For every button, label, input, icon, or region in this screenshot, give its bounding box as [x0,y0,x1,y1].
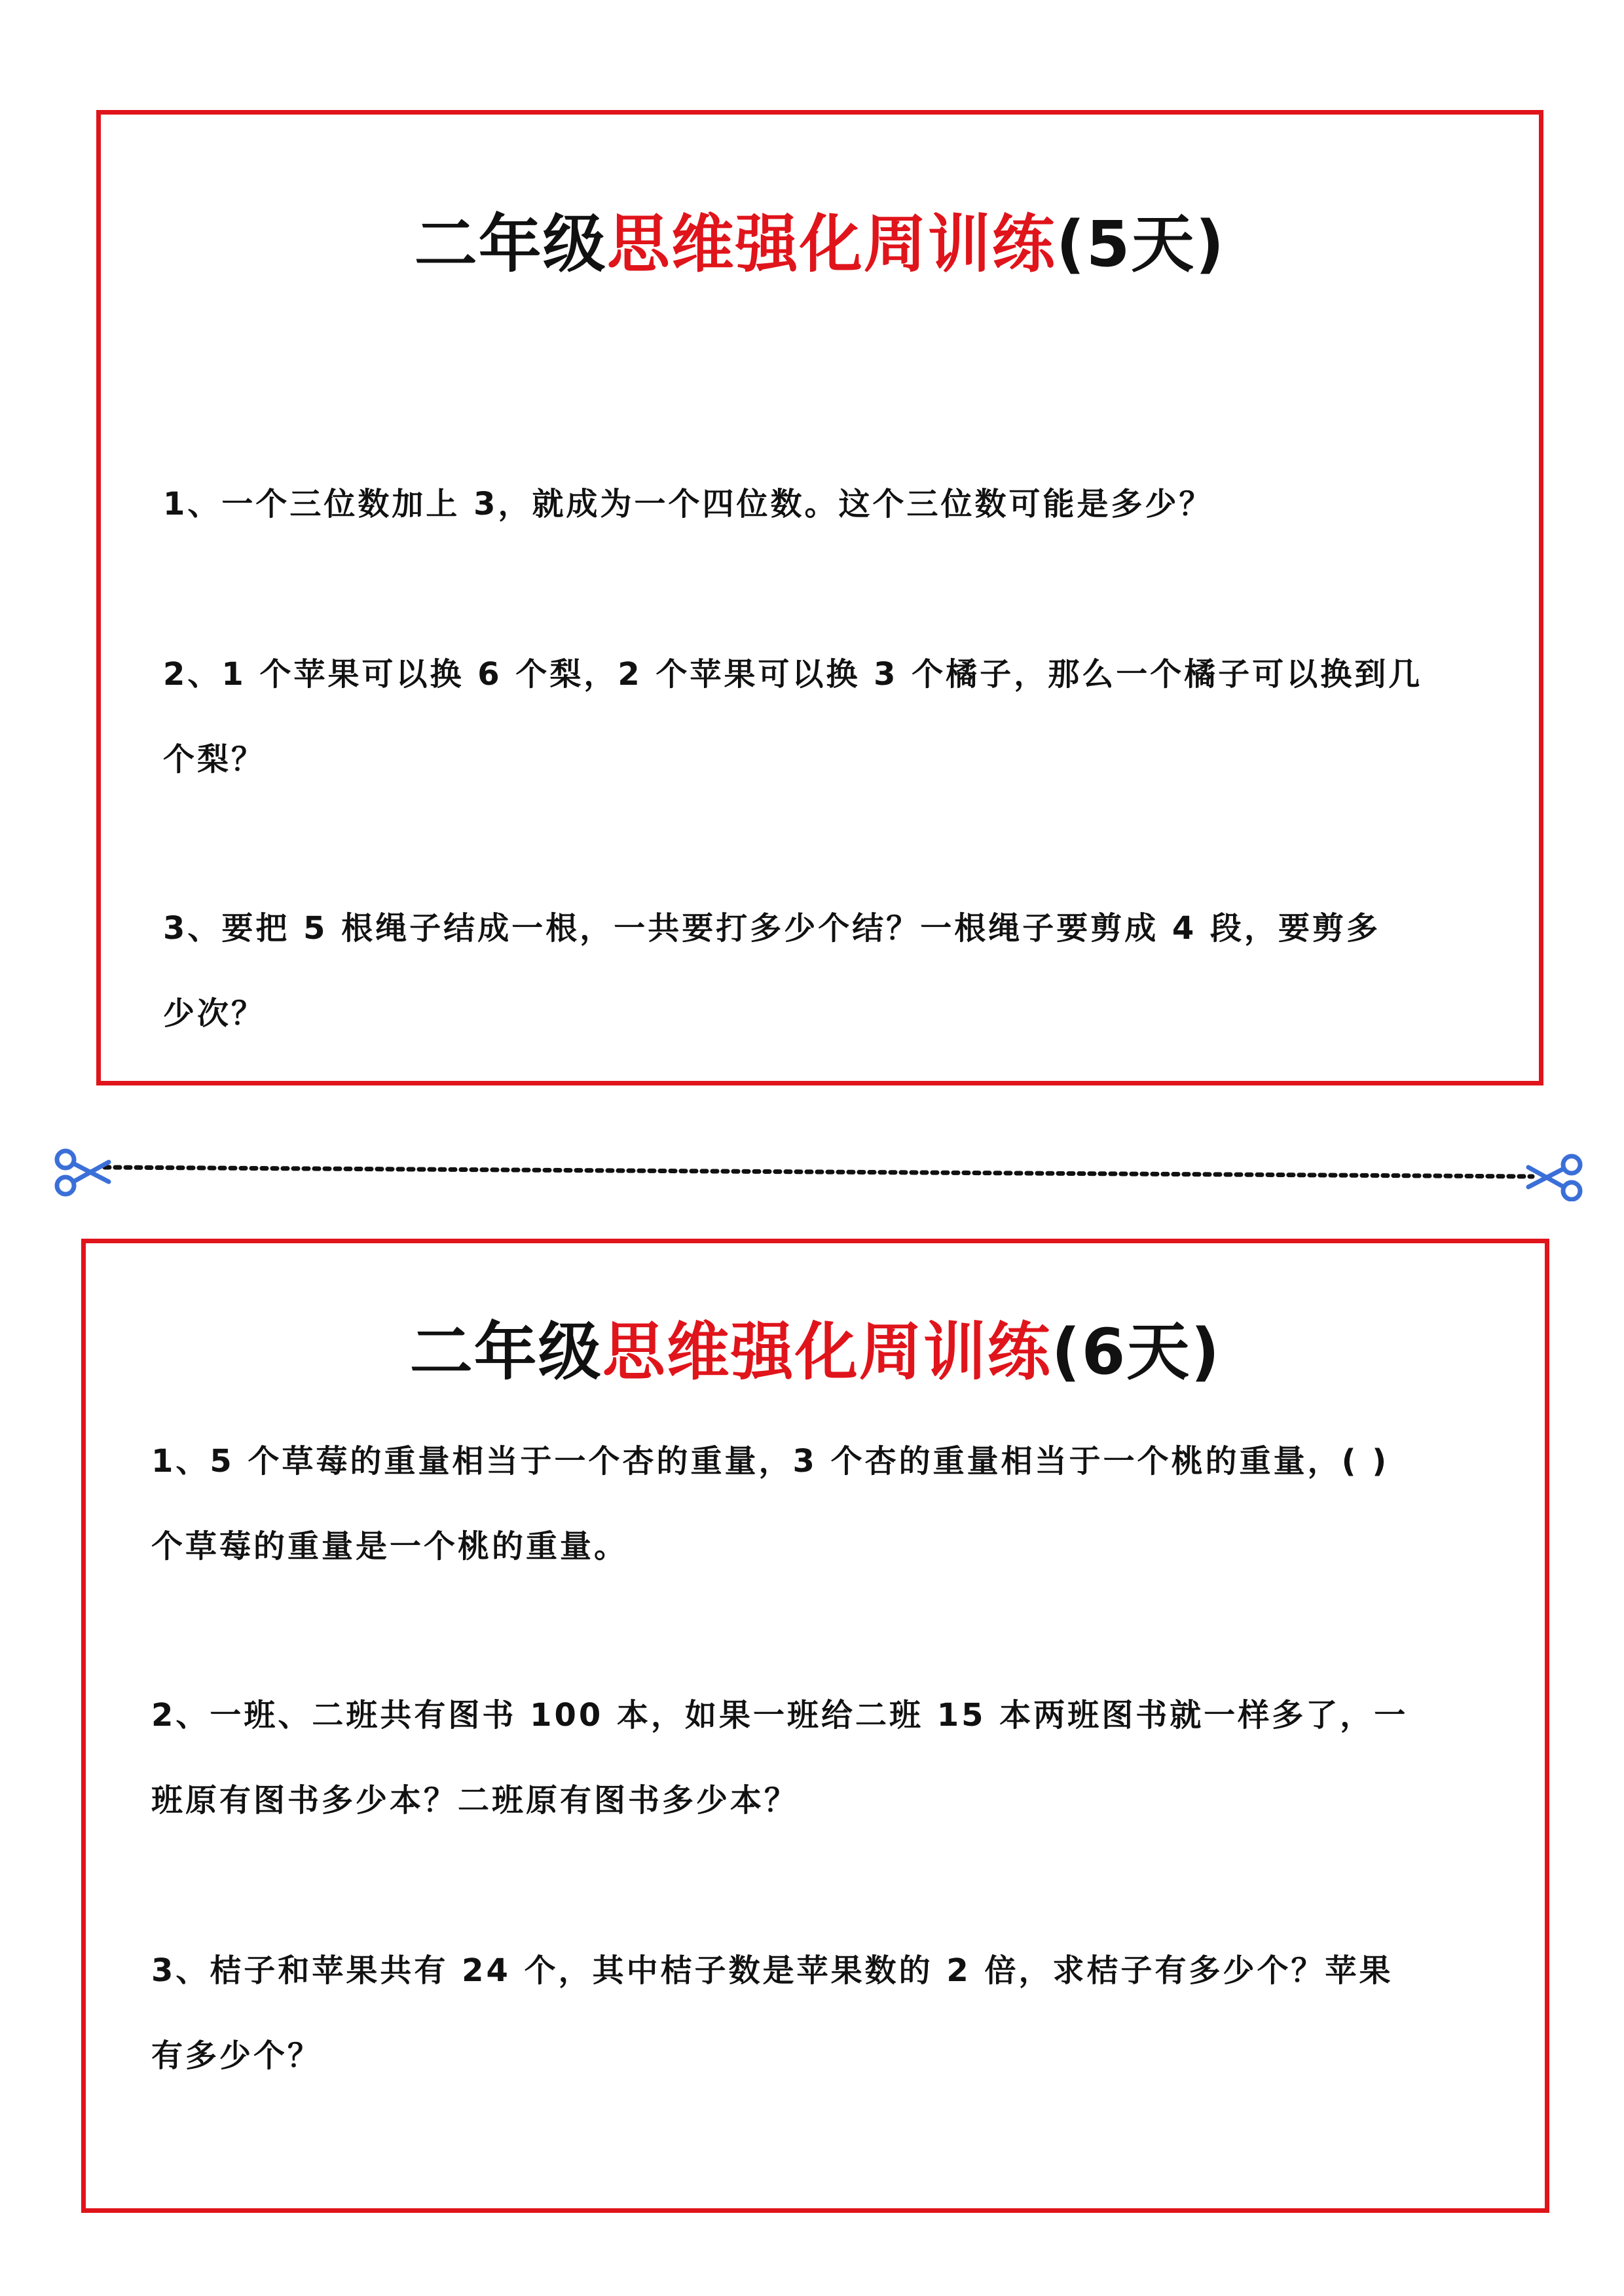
question-line: 3、要把 5 根绳子结成一根，一共要打多少个结？一根绳子要剪成 4 段，要剪多 [163,910,1381,947]
title-suffix: (5天) [1056,208,1226,281]
dotted-cut-line [105,1167,1532,1176]
worksheet-card-day-6 [81,1239,1549,2213]
scissors-icon [57,1151,109,1194]
title-highlight: 思维强化周训练 [606,208,1056,281]
question-line: 个梨？ [163,741,266,778]
question-1 [163,462,1213,547]
title-prefix: 二年级 [414,208,607,281]
question-line: 有多少个？ [151,2037,322,2074]
question-1 [151,1419,1389,1589]
scissors-icon [1528,1156,1580,1199]
title-suffix: (6天) [1051,1315,1221,1389]
title-prefix: 二年级 [409,1315,602,1389]
question-line: 少次？ [163,995,266,1032]
question-line: 1、5 个草莓的重量相当于一个杏的重量，3 个杏的重量相当于一个桃的重量，( ) [151,1443,1390,1480]
cut-line-divider [52,1142,1585,1201]
question-line: 2、1 个苹果可以换 6 个梨，2 个苹果可以换 3 个橘子，那么一个橘子可以换到几 [163,656,1423,693]
question-line: 1、一个三位数加上 3，就成为一个四位数。这个三位数可能是多少？ [163,486,1213,522]
question-line: 个草莓的重量是一个桃的重量。 [151,1528,629,1565]
question-3 [151,1928,1393,2098]
question-line: 班原有图书多少本？二班原有图书多少本？ [151,1782,799,1819]
card-title [101,194,1539,284]
worksheet-card-day-5 [96,110,1543,1085]
question-line: 2、一班、二班共有图书 100 本，如果一班给二班 15 本两班图书就一样多了，一 [151,1697,1409,1734]
card-title [86,1302,1545,1392]
question-2 [151,1673,1408,1843]
question-line: 3、桔子和苹果共有 24 个，其中桔子数是苹果数的 2 倍，求桔子有多少个？苹果 [151,1952,1393,1989]
question-3 [163,886,1380,1056]
question-2 [163,632,1422,802]
title-highlight: 思维强化周训练 [602,1315,1052,1389]
